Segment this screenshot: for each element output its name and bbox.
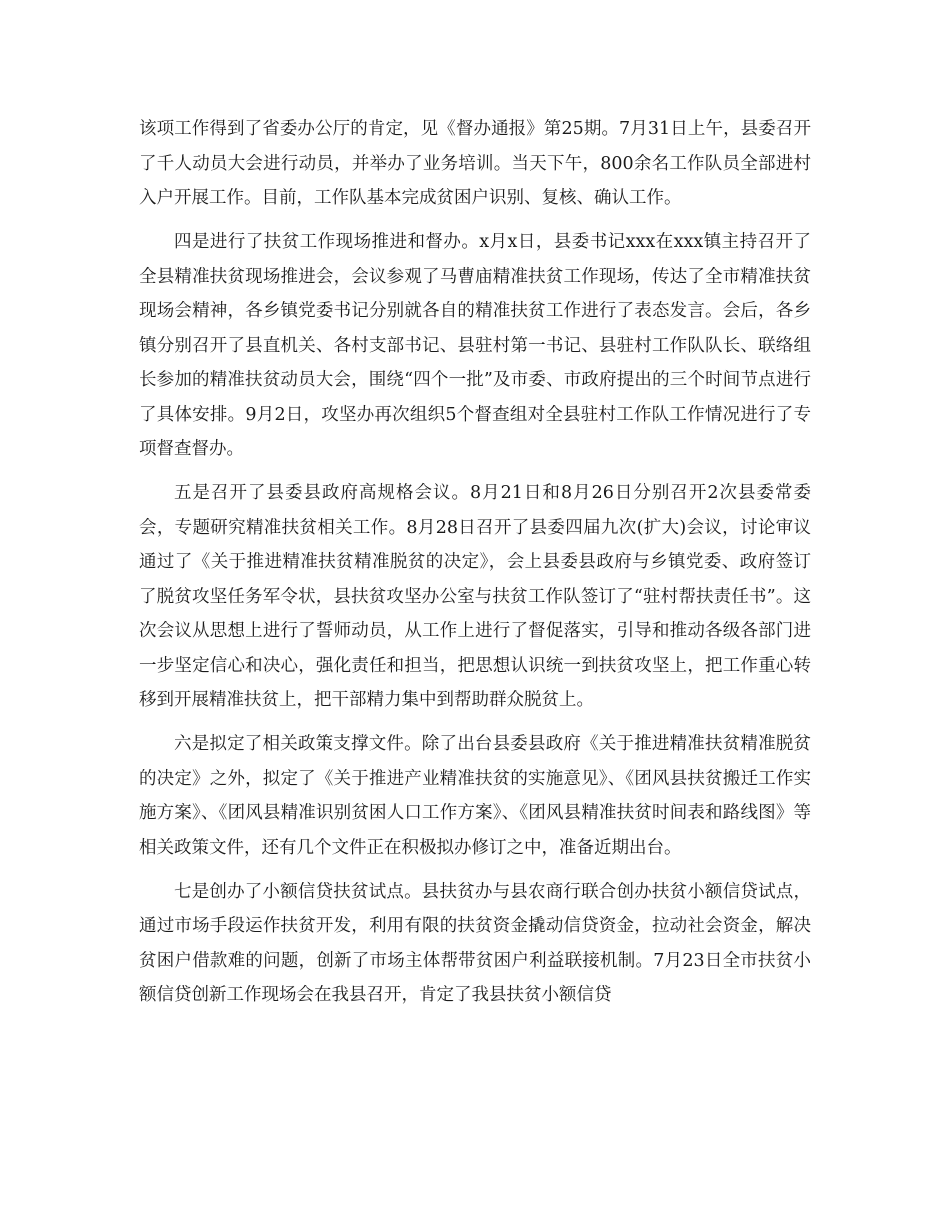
paragraph-microcredit-pilot: 七是创办了小额信贷扶贫试点。县扶贫办与县农商行联合创办扶贫小额信贷试点，通过市场手段运作扶贫开发，利用有限的扶贫资金撬动信贷资金，拉动社会资金，解决贫困户借款难的问题，创新了市场主体帮带贫困户利益联接机制。7月23日全市扶贫小额信贷创新工作现场会在我县召开，肯定了我县扶贫小额信贷 bbox=[139, 881, 811, 1006]
paragraph-high-level-meeting: 五是召开了县委县政府高规格会议。8月21日和8月26日分别召开2次县委常委会，专题研究精准扶贫相关工作。8月28日召开了县委四届九次(扩大)会议，讨论审议通过了《关于推进精准扶贫精准脱贫的决定》，会上县委县政府与乡镇党委、政府签订了脱贫攻坚任务军令状，县扶贫攻坚办公室与扶贫工作队签订了“驻村帮扶责任书”。这次会议从思想上进行了誓师动员，从工作上进行了督促落实，引导和推动各级各部门进一步坚定信心和决心，强化责任和担当，把思想认识统一到扶贫攻坚上，把工作重心转移到开展精准扶贫上，把干部精力集中到帮助群众脱贫上。 bbox=[139, 483, 811, 711]
document-body bbox=[139, 112, 811, 1022]
paragraph-policy-documents: 六是拟定了相关政策支撑文件。除了出台县委县政府《关于推进精准扶贫精准脱贫的决定》之外，拟定了《关于推进产业精准扶贫的实施意见》、《团风县扶贫搬迁工作实施方案》、《团风县精准识别贫困人口工作方案》、《团风县精准扶贫时间表和路线图》等相关政策文件，还有几个文件正在积极拟办修订之中，准备近期出台。 bbox=[139, 734, 811, 858]
paragraph-site-promotion: 四是进行了扶贫工作现场推进和督办。x月x日，县委书记xxx在xxx镇主持召开了全县精准扶贫现场推进会，会议参观了马曹庙精准扶贫工作现场，传达了全市精准扶贫现场会精神，各乡镇党委书记分别就各自的精准扶贫工作进行了表态发言。会后，各乡镇分别召开了县直机关、各村支部书记、县驻村第一书记、县驻村工作队队长、联络组长参加的精准扶贫动员大会，围绕“四个一批”及市委、市政府提出的三个时间节点进行了具体安排。9月2日，攻坚办再次组织5个督查组对全县驻村工作队工作情况进行了专项督查督办。 bbox=[139, 232, 811, 460]
paragraph-continuation: 该项工作得到了省委办公厅的肯定，见《督办通报》第25期。7月31日上午，县委召开了千人动员大会进行动员，并举办了业务培训。当天下午，800余名工作队员全部进村入户开展工作。目前，工作队基本完成贫困户识别、复核、确认工作。 bbox=[139, 119, 811, 208]
